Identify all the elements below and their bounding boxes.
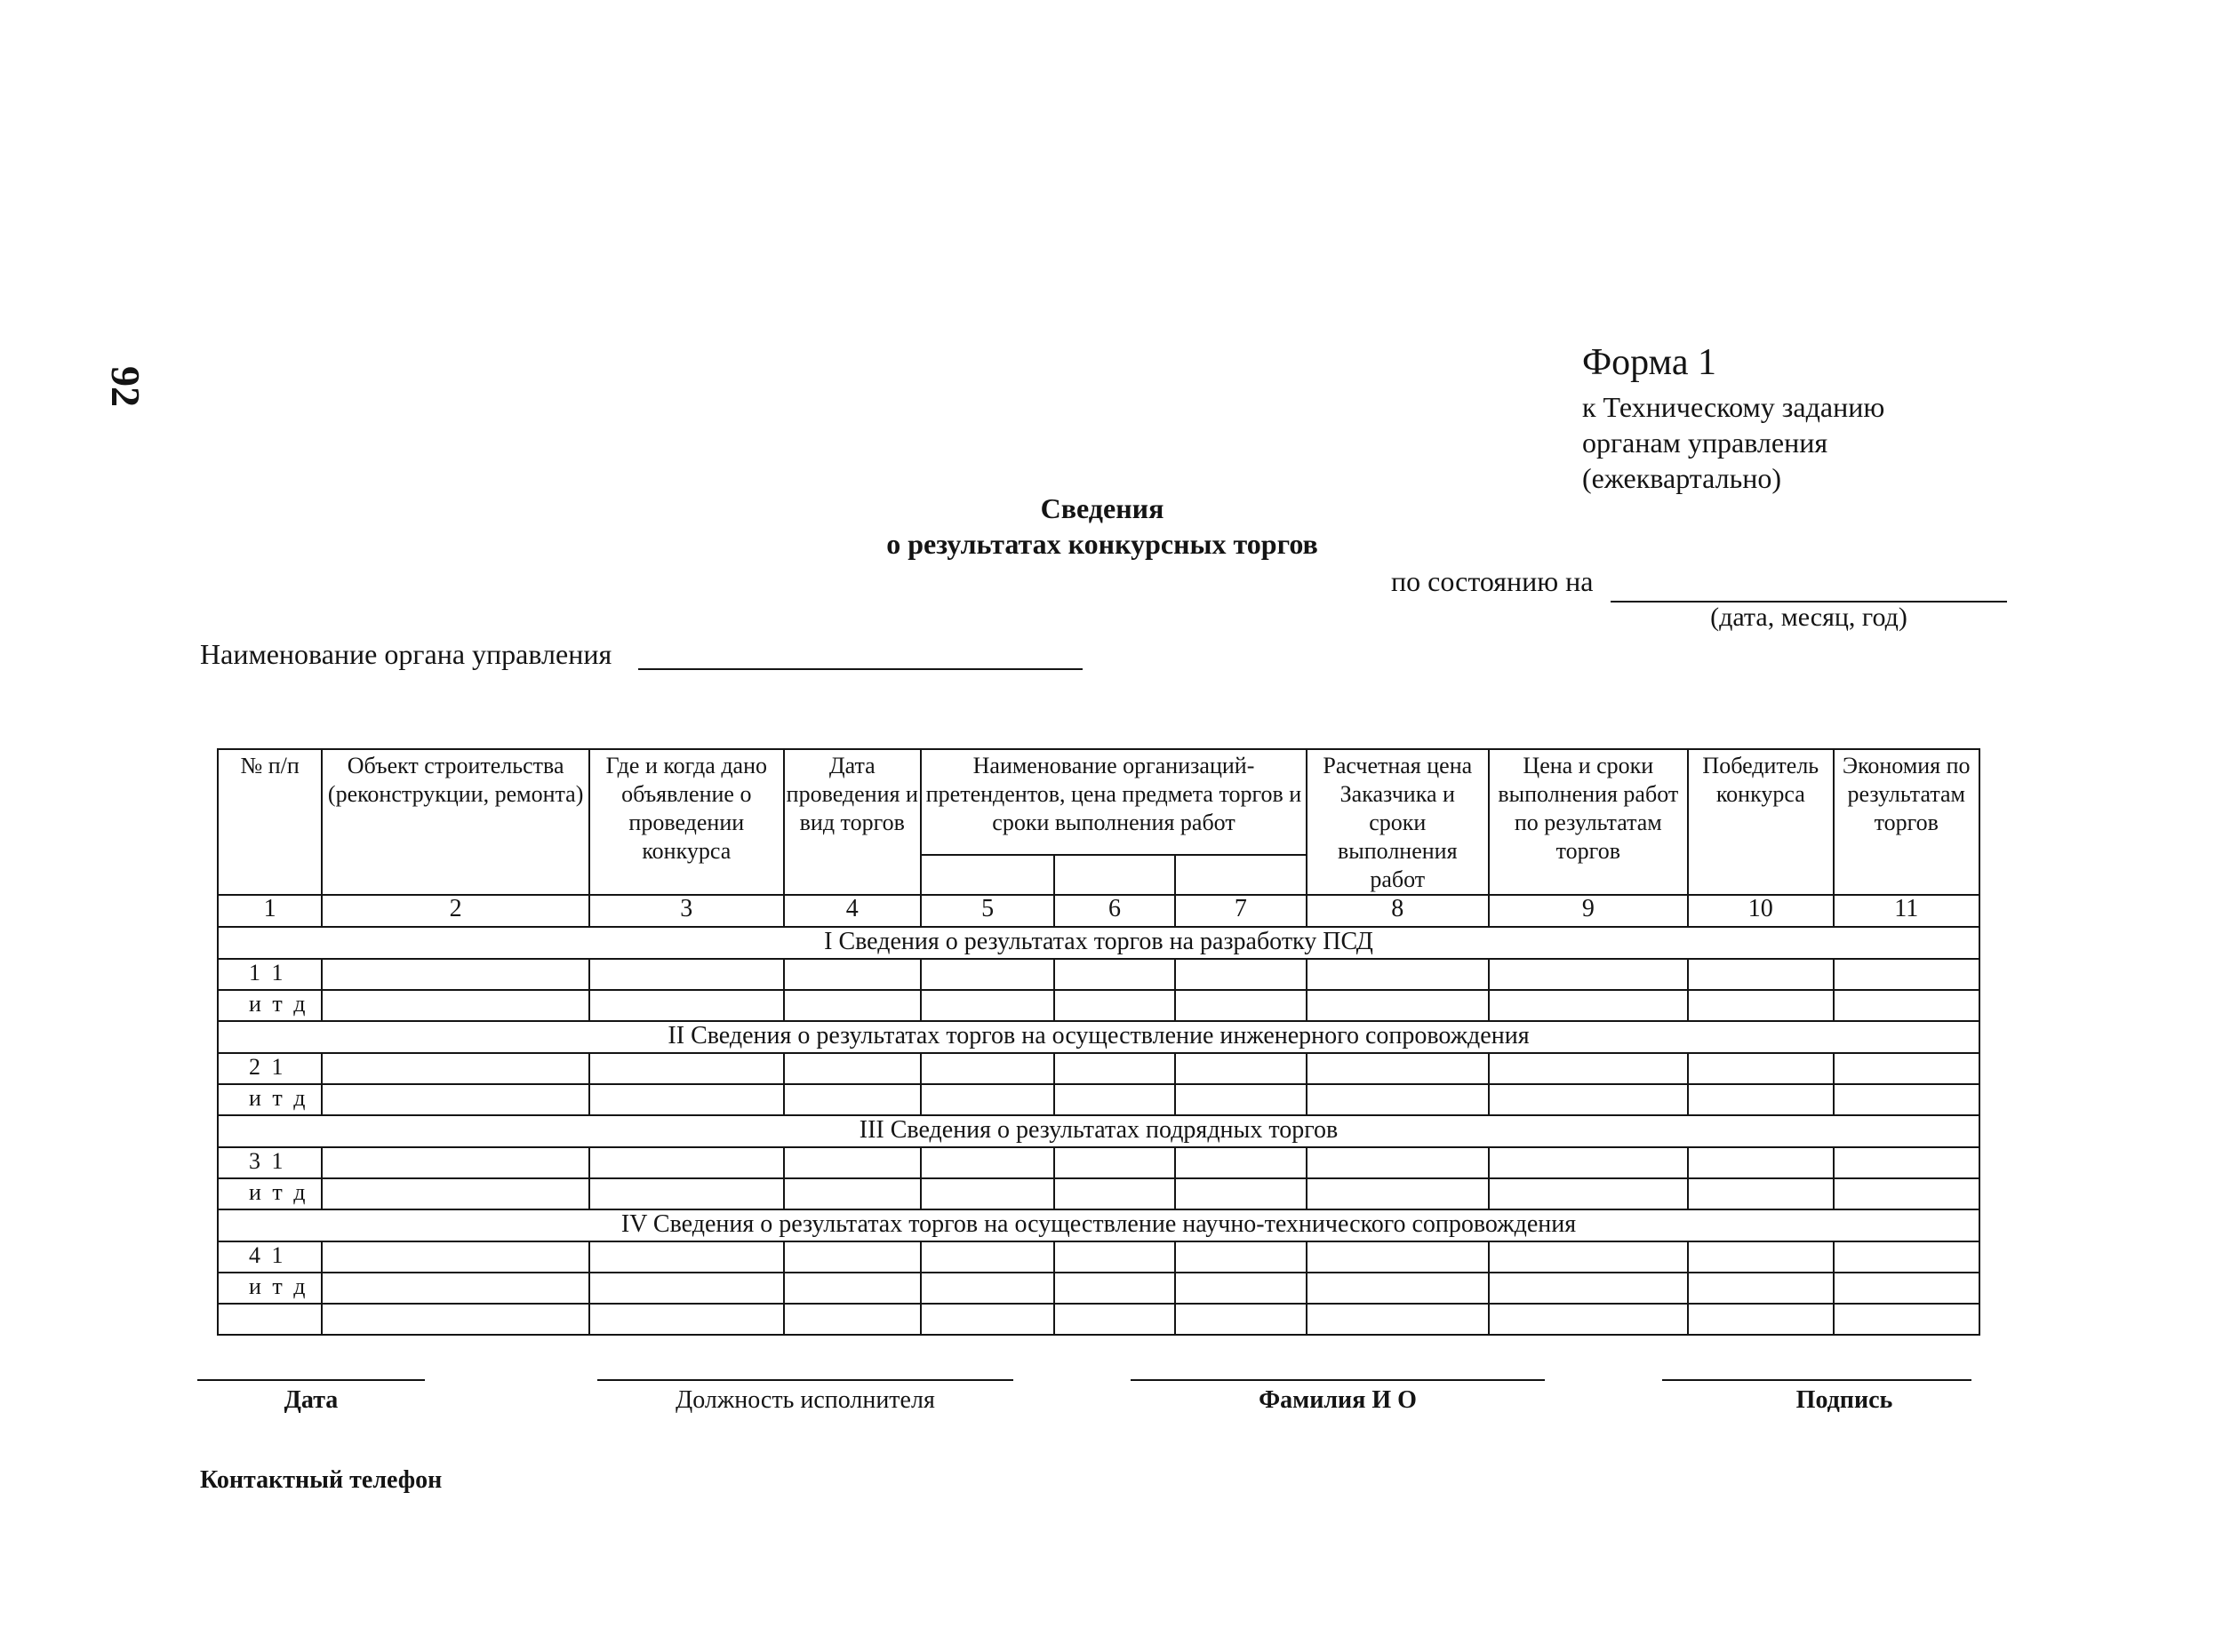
table-cell[interactable] [1054,1273,1174,1304]
row-label: и т д [218,990,322,1021]
table-cell[interactable] [1054,1178,1174,1209]
org-name-field[interactable] [638,668,1083,670]
table-cell[interactable] [1175,1053,1307,1084]
table-cell[interactable] [921,959,1054,990]
column-number: 9 [1489,895,1689,927]
row-label: и т д [218,1084,322,1115]
column-number: 10 [1688,895,1833,927]
table-row [218,1053,1979,1084]
table-cell[interactable] [1489,1273,1689,1304]
header-announcement: Где и когда дано объявление о проведении конкурса [589,749,784,895]
table-cell[interactable] [921,1178,1054,1209]
table-cell[interactable] [1175,1273,1307,1304]
table-cell[interactable] [1307,1241,1489,1273]
table-cell[interactable] [589,1147,784,1178]
table-cell[interactable] [1307,1273,1489,1304]
table-cell[interactable] [1489,1241,1689,1273]
section-title: I Сведения о результатах торгов на разработку ПСД [218,927,1979,959]
table-cell[interactable] [784,1053,921,1084]
table-cell[interactable] [1175,1304,1307,1335]
table-row [218,990,1979,1021]
table-cell[interactable] [1688,1304,1833,1335]
header-customer-price: Расчетная цена Заказчика и сроки выполнения работ [1307,749,1489,895]
table-cell[interactable] [1175,1084,1307,1115]
table-cell[interactable] [1489,959,1689,990]
column-number: 7 [1175,895,1307,927]
document-title-line2: о результатах конкурсных торгов [886,528,1318,560]
table-cell[interactable] [1054,1304,1174,1335]
table-cell[interactable] [1489,1147,1689,1178]
page-number: 92 [103,366,148,407]
row-label: 3 1 [218,1147,322,1178]
table-cell[interactable] [921,1273,1054,1304]
row-label: 1 1 [218,959,322,990]
form-subtitle-line: (ежеквартально) [1582,462,1781,494]
table-cell[interactable] [1175,1241,1307,1273]
table-cell[interactable] [921,1053,1054,1084]
org-name-label: Наименование органа управления [200,638,612,670]
header-date-type: Дата проведения и вид торгов [784,749,921,895]
table-cell[interactable] [1834,1241,1980,1273]
row-label: 2 1 [218,1053,322,1084]
column-number: 6 [1054,895,1174,927]
header-winner: Победитель конкурса [1688,749,1833,895]
table-row [218,1178,1979,1209]
table-cell[interactable] [1688,990,1833,1021]
as-of-label: по состоянию на [1391,565,1594,597]
column-number: 1 [218,895,322,927]
table-cell[interactable] [589,1304,784,1335]
table-cell[interactable] [784,1084,921,1115]
table-cell[interactable] [921,1147,1054,1178]
header-sub-cell [1054,855,1174,895]
table-row [218,1147,1979,1178]
form-subtitle [1582,389,1884,496]
table-cell[interactable] [1688,1084,1833,1115]
results-table [217,748,1980,1336]
row-label: и т д [218,1178,322,1209]
table-cell[interactable] [589,990,784,1021]
table-cell[interactable] [921,990,1054,1021]
table-cell[interactable] [784,1178,921,1209]
table-cell[interactable] [1307,1147,1489,1178]
table-cell[interactable] [1054,1084,1174,1115]
table-cell[interactable] [1054,1241,1174,1273]
table-cell[interactable] [1489,990,1689,1021]
table-cell[interactable] [1688,1241,1833,1273]
table-cell[interactable] [1175,1178,1307,1209]
table-cell[interactable] [784,1304,921,1335]
table-cell[interactable] [1489,1084,1689,1115]
form-subtitle-line: органам управления [1582,427,1828,459]
header-applicants: Наименование организаций-претендентов, цена предмета торгов и сроки выполнения работ [921,749,1307,855]
header-number: № п/п [218,749,322,895]
table-cell[interactable] [1175,959,1307,990]
header-savings: Экономия по результатам торгов [1834,749,1980,895]
signature-line[interactable] [1662,1379,1971,1381]
form-subtitle-line: к Техническому заданию [1582,391,1885,423]
column-number: 3 [589,895,784,927]
table-cell[interactable] [1688,1053,1833,1084]
table-cell[interactable] [322,1084,589,1115]
table-cell[interactable] [1489,1053,1689,1084]
table-cell[interactable] [1834,1084,1980,1115]
table-cell[interactable] [1489,1178,1689,1209]
date-label: Дата [284,1386,339,1414]
table-cell[interactable] [921,1304,1054,1335]
table-cell[interactable] [921,1084,1054,1115]
table-cell[interactable] [1834,1304,1980,1335]
name-signature-line[interactable] [1131,1379,1545,1381]
table-cell[interactable] [1054,959,1174,990]
header-sub-cell [921,855,1054,895]
table-row [218,1304,1979,1335]
table-cell[interactable] [322,959,589,990]
table-cell[interactable] [1834,1178,1980,1209]
table-cell[interactable] [322,1304,589,1335]
table-cell[interactable] [1834,990,1980,1021]
column-number: 2 [322,895,589,927]
column-number: 8 [1307,895,1489,927]
document-title [853,491,1351,562]
table-cell[interactable] [1834,1147,1980,1178]
table-cell[interactable] [589,959,784,990]
table-cell[interactable] [1175,1147,1307,1178]
table-cell[interactable] [589,1178,784,1209]
table-cell[interactable] [589,1053,784,1084]
column-number: 4 [784,895,921,927]
table-row [218,959,1979,990]
table-cell[interactable] [1054,990,1174,1021]
table-cell[interactable] [322,1273,589,1304]
table-cell[interactable] [1054,1053,1174,1084]
table-cell[interactable] [1688,1273,1833,1304]
position-signature-line[interactable] [597,1379,1013,1381]
header-sub-cell [1175,855,1307,895]
table-cell[interactable] [1834,959,1980,990]
table-cell[interactable] [784,1273,921,1304]
position-label: Должность исполнителя [676,1386,935,1414]
table-cell[interactable] [589,1241,784,1273]
table-cell[interactable] [322,990,589,1021]
table-cell[interactable] [1688,1147,1833,1178]
table-cell[interactable] [1307,990,1489,1021]
column-number: 11 [1834,895,1980,927]
table-cell[interactable] [921,1241,1054,1273]
table-row [218,1273,1979,1304]
table-cell[interactable] [1054,1147,1174,1178]
table-cell[interactable] [1307,1178,1489,1209]
column-number: 5 [921,895,1054,927]
date-signature-line[interactable] [197,1379,425,1381]
table-cell[interactable] [784,1241,921,1273]
section-title: IV Сведения о результатах торгов на осуществление научно-технического сопровождения [218,1209,1979,1241]
row-label: и т д [218,1273,322,1304]
row-label: 4 1 [218,1241,322,1273]
table-cell[interactable] [784,1147,921,1178]
table-cell[interactable] [322,1147,589,1178]
table-cell[interactable] [589,1084,784,1115]
table-cell[interactable] [784,959,921,990]
document-title-line1: Сведения [1040,492,1164,524]
form-title: Форма 1 [1582,342,1716,383]
table-cell[interactable] [1834,1273,1980,1304]
header-result-price: Цена и сроки выполнения работ по результатам торгов [1489,749,1689,895]
table-cell[interactable] [218,1304,322,1335]
table-cell[interactable] [784,990,921,1021]
contact-phone-label: Контактный телефон [200,1466,443,1494]
table-cell[interactable] [1307,1304,1489,1335]
table-cell[interactable] [1688,959,1833,990]
table-cell[interactable] [589,1273,784,1304]
table-cell[interactable] [322,1241,589,1273]
table-cell[interactable] [322,1178,589,1209]
table-cell[interactable] [322,1053,589,1084]
section-title: II Сведения о результатах торгов на осуществление инженерного сопровождения [218,1021,1979,1053]
table-cell[interactable] [1688,1178,1833,1209]
table-cell[interactable] [1307,959,1489,990]
table-cell[interactable] [1489,1304,1689,1335]
name-label: Фамилия И О [1259,1386,1417,1414]
table-cell[interactable] [1307,1053,1489,1084]
table-cell[interactable] [1307,1084,1489,1115]
signature-label: Подпись [1795,1386,1893,1414]
table-row [218,1241,1979,1273]
section-title: III Сведения о результатах подрядных торгов [218,1115,1979,1147]
header-object: Объект строительства (реконструкции, ремонта) [322,749,589,895]
as-of-hint: (дата, месяц, год) [1710,603,1907,632]
table-row [218,1084,1979,1115]
table-cell[interactable] [1834,1053,1980,1084]
table-cell[interactable] [1175,990,1307,1021]
